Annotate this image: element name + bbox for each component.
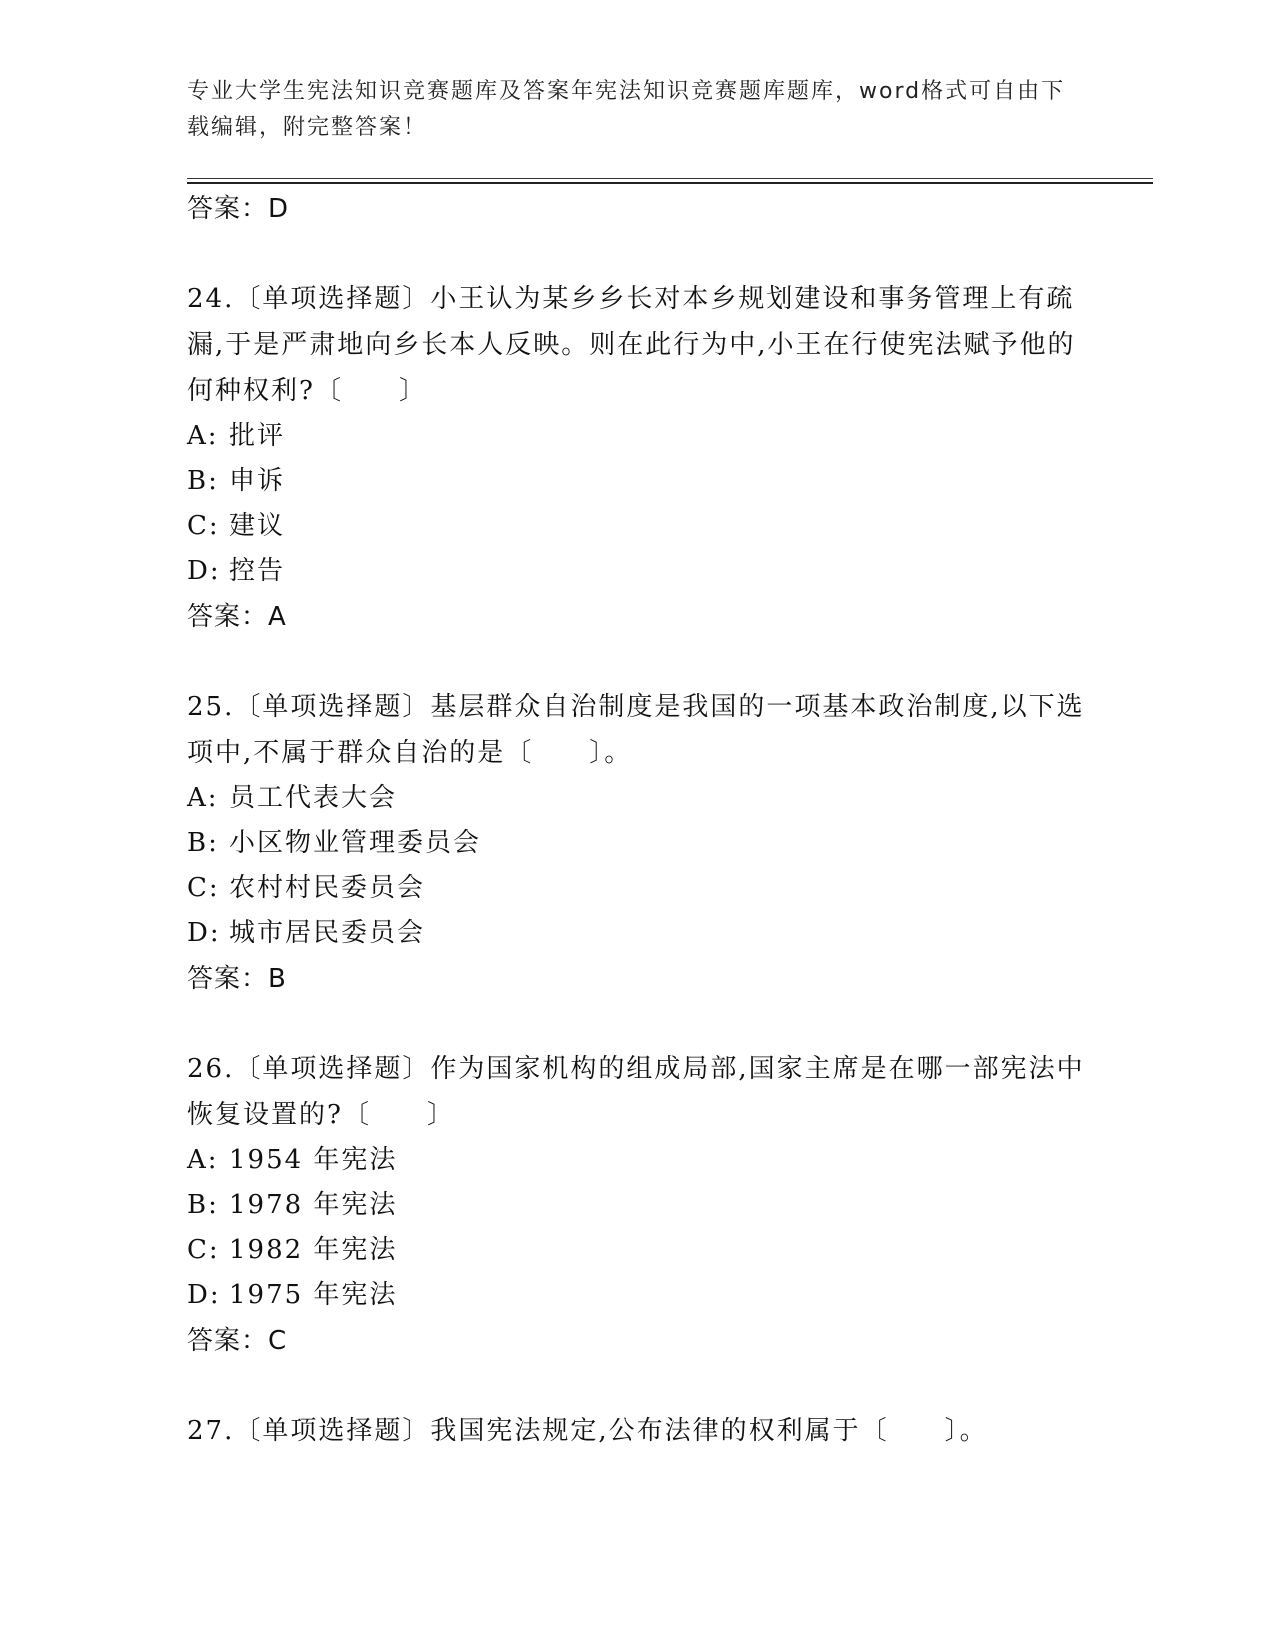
- option-d: D: 控告: [187, 556, 286, 586]
- answer-line: 答案：B: [187, 964, 287, 994]
- question-stem: 25.〔单项选择题〕基层群众自治制度是我国的一项基本政治制度,以下选项中,不属于群众自治的是〔 〕。: [187, 692, 1085, 768]
- header-divider: [187, 178, 1153, 179]
- question-24: [187, 276, 1087, 640]
- option-c: C: 农村村民委员会: [187, 873, 426, 903]
- option-d: D: 城市居民委员会: [187, 918, 426, 948]
- document-header: 专业大学生宪法知识竞赛题库及答案年宪法知识竞赛题库题库，word格式可自由下载编辑，附完整答案！: [187, 79, 1066, 140]
- question-list: [187, 186, 1087, 1454]
- option-b: B: 申诉: [187, 466, 286, 496]
- option-a: A: 批评: [187, 421, 286, 451]
- question-stem: 24.〔单项选择题〕小王认为某乡乡长对本乡规划建设和事务管理上有疏漏,于是严肃地向乡长本人反映。则在此行为中,小王在行使宪法赋予他的何种权利?〔 〕: [187, 284, 1076, 406]
- question-stem: 27.〔单项选择题〕我国宪法规定,公布法律的权利属于〔 〕。: [187, 1416, 988, 1446]
- option-c: C: 建议: [187, 511, 286, 541]
- option-b: B: 小区物业管理委员会: [187, 828, 482, 858]
- option-a: A: 1954 年宪法: [187, 1145, 398, 1175]
- option-c: C: 1982 年宪法: [187, 1235, 398, 1265]
- option-a: A: 员工代表大会: [187, 783, 398, 813]
- answer-line: 答案：A: [187, 602, 287, 632]
- question-26: [187, 1046, 1087, 1364]
- option-b: B: 1978 年宪法: [187, 1190, 398, 1220]
- question-27: [187, 1408, 1087, 1454]
- answer-line: 答案：D: [187, 194, 290, 224]
- option-d: D: 1975 年宪法: [187, 1280, 398, 1310]
- answer-line: 答案：C: [187, 1326, 288, 1356]
- question-stem: 26.〔单项选择题〕作为国家机构的组成局部,国家主席是在哪一部宪法中恢复设置的?〔 〕: [187, 1054, 1085, 1130]
- question-25: [187, 684, 1087, 1002]
- header-divider-thick: [187, 182, 1153, 184]
